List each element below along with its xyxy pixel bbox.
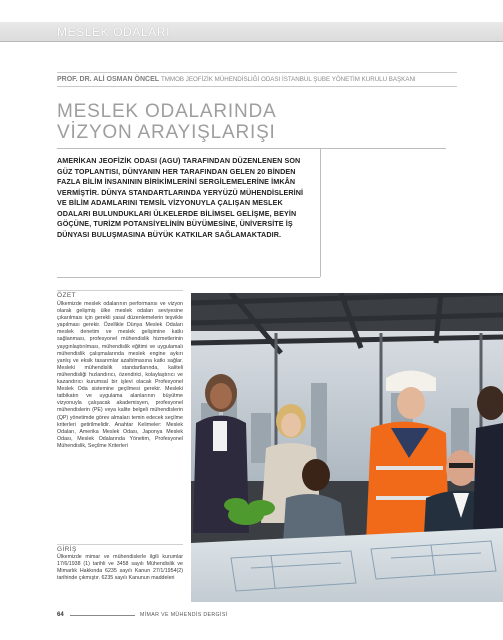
journal-name: MİMAR VE MÜHENDİS DERGİSİ bbox=[140, 612, 228, 618]
page-number: 64 bbox=[57, 612, 64, 618]
lead-box-top-rule bbox=[57, 148, 446, 149]
lead-box-bottom-rule bbox=[57, 277, 320, 278]
ozet-body bbox=[57, 301, 183, 450]
giris-rule bbox=[57, 544, 183, 545]
keywords: Anahtar Kelimeler: Meslek Odaları, Amerika Meslek Odası, Japonya Meslek Odası, Meslek Odalarında Yönetim, Profesyonel Mühendislik, Seçilme Kriterleri bbox=[57, 421, 184, 449]
giris-label: GİRİŞ bbox=[57, 546, 77, 553]
lead-box-divider bbox=[320, 148, 321, 277]
author-line bbox=[57, 72, 457, 87]
giris-text: Ülkemizde mimar ve mühendislerle ilgili kurumlar 17/6/1938 (1) tarihli ve 3458 sayılı Mühendislik ve Mimarlık Hakkında 6235 sayılı Kanun 27/1/1954(2) tarihinde çıkmıştır. 6235 sayılı Kanunun maddeleri bbox=[57, 554, 183, 582]
ozet-text: Ülkemizde meslek odalarının performansı ve vizyon olarak gelişmiş ülke meslek odaları seviyesine çıkarılması için gerekli yasal düzenlemelerin teşvikle yapılması gerekir. Özellikle Dünya Meslek Odaları meslek denetim ve meslek gelişimine katkı sağlanması, profesyonel mühendislik hizmetlerinin yaygınlaştırılması, mühendislik eğitimi ve uygulamalı mühendislik çalışmalarında meslek engine aykırı yanlış ve eksik tasarımlar azaltılmasına katkı sağlar. Mesleki mühendislik standartlarında, kaliteli mühendisliği hızlandırıcı, özendirici, kolaylaştırıcı ve kazandırıcı kurumsal bir işlevi olacak Profesyonel Meslek Oda sistemine geçilmesi gerekir. Mesleki tatbikatın ve uygulama alanlarının büyütme vizyonuyla çalışacak akademisyen, profesyonel mühendislerin (PE) veya kalite belgeli mühendislerin (QP) yönetimde görev almaları temin edecek seçilme kriterleri getirilmelidir. bbox=[57, 301, 183, 428]
section-title: MESLEK ODALARI bbox=[57, 25, 171, 39]
article-photo bbox=[191, 293, 503, 602]
ozet-rule bbox=[57, 290, 183, 291]
footer-rule bbox=[70, 615, 135, 616]
engineers-meeting-illustration bbox=[191, 293, 503, 602]
section-header-bar bbox=[0, 22, 503, 42]
article-title-line-1: MESLEK ODALARINDA bbox=[57, 101, 277, 122]
article-title-line-2: VİZYON ARAYIŞLARIŞI bbox=[57, 122, 276, 143]
article-lead: AMERİKAN JEOFİZİK ODASI (AGU) TARAFINDAN DÜZENLENEN SON GÜZ TOPLANTISI, DÜNYANIN HER TARAFINDAN GELEN 20 BİNDEN FAZLA BİLİM İNSANININ BİRİKİMLERİNİ SERGİLEMELERİNE İMKÂN VERMİŞTİR. DÜNYA STANDARTLARINDA YERYÜZÜ MÜHENDİSLERİNİ VE BİLİM ADAMLARINI TEMSİL VİZYONUYLA ÇALIŞAN MESLEK ODALARI BULUNDUKLARI ÜLKELERDE BİLİMSEL GELİŞME, BEYİN GÖÇÜNE, TURİZM POTANSİYELİNİN BÜYÜMESİNE, ÜNİVERSİTE İŞ DÜNYASI BULUŞMASINA BÜYÜK KATKILAR SAĞLAMAKTADIR. bbox=[57, 156, 304, 239]
author-name: PROF. DR. ALİ OSMAN ÖNCEL bbox=[57, 76, 160, 83]
author-title: TMMOB JEOFİZİK MÜHENDİSLİĞİ ODASI İSTANBUL ŞUBE YÖNETİM KURULU BAŞKANI bbox=[160, 76, 416, 83]
ozet-label: ÖZET bbox=[57, 292, 76, 299]
